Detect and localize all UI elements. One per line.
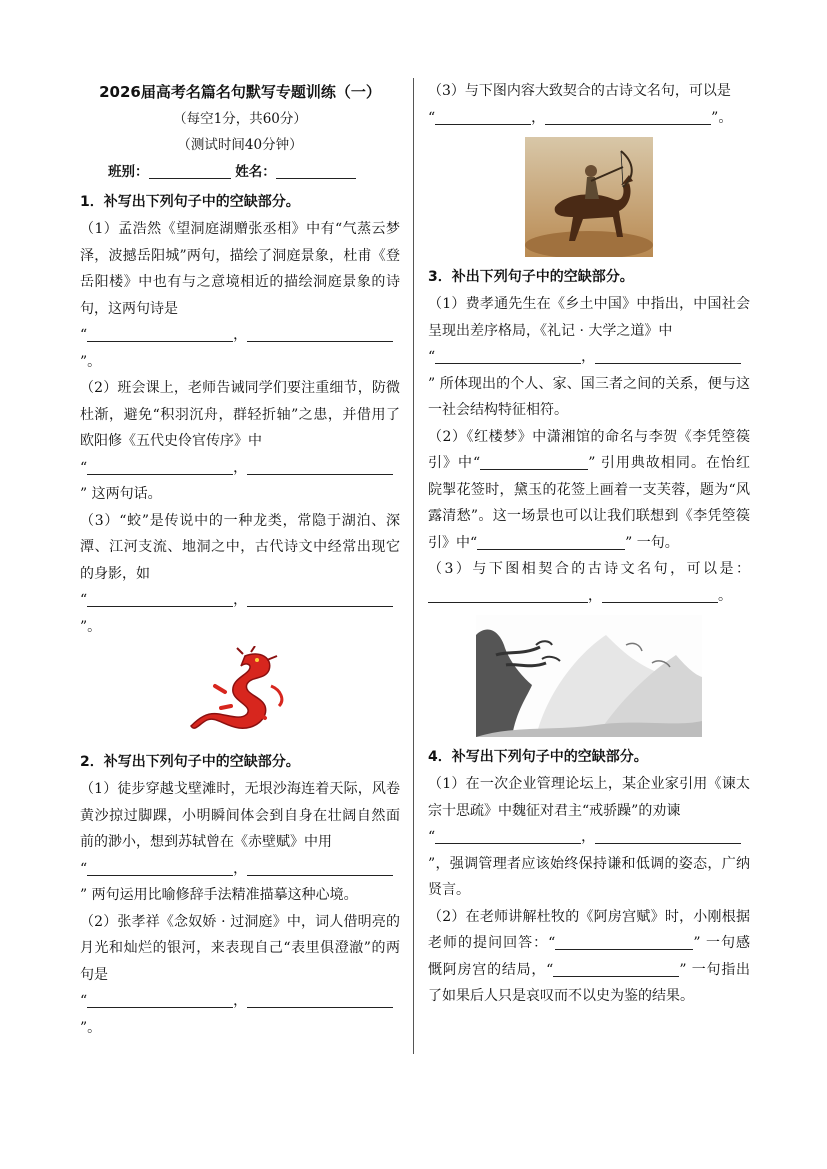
answer-blank[interactable]: [480, 453, 588, 470]
answer-blank[interactable]: [247, 458, 393, 475]
s1-q3: （3）“蛟”是传说中的一种龙类，常隐于湖泊、深潭、江河支流、地洞之中，古代诗文中经常出现它的身影，如: [80, 512, 400, 582]
answer-line: “ ，: [80, 455, 400, 482]
answer-blank[interactable]: [435, 347, 581, 364]
name-blank[interactable]: [276, 162, 356, 179]
section-4-heading: 4．补写出下列句子中的空缺部分。: [428, 749, 648, 765]
s3-q1: （1）费孝通先生在《乡土中国》中指出，中国社会呈现出差序格局，《礼记 · 大学之道》中: [428, 296, 750, 339]
ink-landscape-icon: [476, 615, 702, 737]
answer-blank[interactable]: [428, 586, 588, 603]
right-column: [428, 78, 750, 1010]
answer-blank[interactable]: [247, 325, 393, 342]
dragon-picture: [80, 646, 400, 742]
student-info: [80, 158, 400, 186]
answer-blank[interactable]: [247, 859, 393, 876]
s3-q1-end: ” 所体现出的个人、家、国三者之间的关系，便与这一社会结构特征相符。: [428, 375, 750, 418]
s4-q2: （2）在老师讲解杜牧的《阿房宫赋》时，小刚根据老师的提问回答：“ ” 一句感慨阿房宫的结局，“ ” 一句指出了如果后人只是哀叹而不以史为鉴的结果。: [428, 908, 750, 1004]
time-note: （测试时间40分钟）: [177, 137, 303, 153]
answer-line: “ ，: [80, 988, 400, 1015]
mounted-archer-icon: [525, 137, 653, 257]
answer-blank[interactable]: [595, 347, 741, 364]
page-title: 2026届高考名篇名句默写专题训练（一）: [99, 83, 381, 101]
s1-q2-end: ” 这两句话。: [80, 486, 162, 502]
s2-q1-end: ” 两句运用比喻修辞手法精准描摹这种心境。: [80, 887, 358, 903]
landscape-picture: [428, 615, 750, 737]
score-note: （每空1分，共60分）: [173, 111, 307, 127]
section-3-heading: 3．补出下列句子中的空缺部分。: [428, 269, 634, 285]
answer-line: “ ，: [80, 587, 400, 614]
s4-q1-end: ”，强调管理者应该始终保持谦和低调的姿态，广纳贤言。: [428, 855, 750, 898]
answer-blank[interactable]: [545, 108, 711, 125]
s4-q1: （1）在一次企业管理论坛上，某企业家引用《谏太宗十思疏》中魏征对君主“戒骄躁”的劝谏: [428, 776, 750, 819]
column-divider: [413, 78, 414, 1054]
answer-line: “ ，: [80, 856, 400, 883]
answer-blank[interactable]: [87, 991, 233, 1008]
answer-line: “ ， ”。: [428, 109, 733, 126]
answer-blank[interactable]: [477, 533, 625, 550]
class-blank[interactable]: [149, 162, 231, 179]
answer-blank[interactable]: [602, 586, 718, 603]
class-label: 班别：: [108, 164, 149, 180]
answer-blank[interactable]: [247, 991, 393, 1008]
s2-q3: （3）与下图内容大致契合的古诗文名句，可以是: [428, 83, 731, 99]
answer-blank[interactable]: [595, 827, 741, 844]
s1-q2: （2）班会课上，老师告诫同学们要注重细节，防微杜渐，避免“积羽沉舟，群轻折轴”之患，并借用了欧阳修《五代史伶官传序》中: [80, 380, 400, 449]
answer-blank[interactable]: [555, 933, 693, 950]
answer-line: “ ，: [428, 344, 750, 371]
s2-q2-end: ”。: [80, 1019, 102, 1036]
archer-picture: [428, 137, 750, 257]
answer-blank[interactable]: [435, 827, 581, 844]
s1-q3-end: ”。: [80, 618, 102, 635]
s2-q2: （2）张孝祥《念奴娇 · 过洞庭》中，词人借明亮的月光和灿烂的银河，来表现自己“表里俱澄澈”的两句是: [80, 913, 400, 983]
s3-q2: （2）《红楼梦》中潇湘馆的命名与李贺《李凭箜篌引》中“ ” 引用典故相同。在怡红院掣花签时，黛玉的花签上画着一支芙蓉，题为“风露清愁”。这一场景也可以让我们联想到《李凭箜篌引》中“ ” 一句。: [428, 428, 750, 551]
s2-q1: （1）徒步穿越戈壁滩时，无垠沙海连着天际，风卷黄沙掠过脚踝，小明瞬间体会到自身在壮阔自然面前的渺小，想到苏轼曾在《赤壁赋》中用: [80, 781, 400, 850]
answer-blank[interactable]: [87, 590, 233, 607]
section-1-heading: 1．补写出下列句子中的空缺部分。: [80, 194, 300, 210]
answer-blank[interactable]: [247, 590, 393, 607]
left-column: [80, 78, 400, 1041]
answer-line: “ ，: [80, 322, 400, 349]
answer-blank[interactable]: [87, 859, 233, 876]
s1-q1: （1）孟浩然《望洞庭湖赠张丞相》中有“气蒸云梦泽，波撼岳阳城”两句，描绘了洞庭景象，杜甫《登岳阳楼》中也有与之意境相近的描绘洞庭景象的诗句，这两句诗是: [80, 221, 400, 317]
section-2-heading: 2．补写出下列句子中的空缺部分。: [80, 754, 300, 770]
answer-line: “ ，: [428, 824, 750, 851]
answer-blank[interactable]: [87, 325, 233, 342]
s3-q3: （3）与下图相契合的古诗文名句，可以是：， 。: [428, 561, 750, 604]
s1-q1-end: ”。: [80, 353, 102, 370]
dragon-icon: [185, 646, 295, 742]
name-label: 姓名：: [235, 164, 276, 180]
answer-blank[interactable]: [435, 108, 531, 125]
answer-blank[interactable]: [553, 960, 679, 977]
answer-blank[interactable]: [87, 458, 233, 475]
